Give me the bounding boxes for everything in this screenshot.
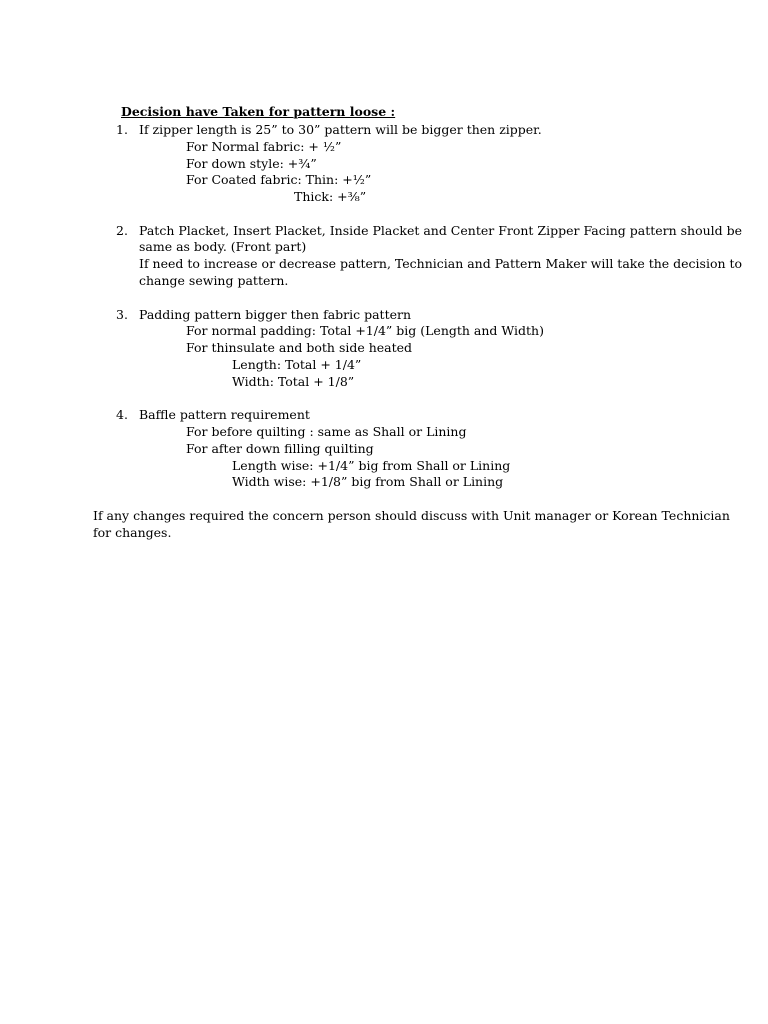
item-1-line-1: If zipper length is 25” to 30” pattern will be bigger then zipper.: [139, 122, 542, 137]
item-3-line-2: For normal padding: Total +1/4” big (Length and Width): [186, 323, 544, 338]
item-1-line-5: Thick: +⅜”: [294, 189, 367, 204]
item-1-number: 1.: [116, 122, 128, 137]
document-title: Decision have Taken for pattern loose :: [121, 104, 396, 119]
closing-line-1: If any changes required the concern person should discuss with Unit manager or Korean Technician: [93, 508, 730, 523]
item-2-number: 2.: [116, 223, 128, 238]
item-3-line-5: Width: Total + 1/8”: [232, 374, 355, 389]
item-4-number: 4.: [116, 407, 128, 422]
item-2-line-4: change sewing pattern.: [139, 273, 289, 288]
item-4-line-1: Baffle pattern requirement: [139, 407, 310, 422]
item-4-line-3: For after down filling quilting: [186, 441, 374, 456]
item-3-line-1: Padding pattern bigger then fabric pattern: [139, 307, 412, 322]
item-4-line-4: Length wise: +1/4” big from Shall or Lining: [232, 458, 511, 473]
item-1-line-4: For Coated fabric: Thin: +½”: [186, 172, 372, 187]
item-3-line-3: For thinsulate and both side heated: [186, 340, 413, 355]
item-2-line-1: Patch Placket, Insert Placket, Inside Placket and Center Front Zipper Facing pattern should be: [139, 223, 743, 238]
item-1-line-2: For Normal fabric: + ½”: [186, 139, 342, 154]
item-2-line-3: If need to increase or decrease pattern, Technician and Pattern Maker will take the decision to: [139, 256, 743, 271]
item-3-line-4: Length: Total + 1/4”: [232, 357, 362, 372]
item-4-line-5: Width wise: +1/8” big from Shall or Lining: [232, 474, 504, 489]
item-4-line-2: For before quilting : same as Shall or Lining: [186, 424, 467, 439]
item-3-number: 3.: [116, 307, 128, 322]
item-1-line-3: For down style: +¾”: [186, 156, 317, 171]
item-2-line-2: same as body. (Front part): [139, 239, 307, 254]
closing-line-2: for changes.: [93, 525, 172, 540]
